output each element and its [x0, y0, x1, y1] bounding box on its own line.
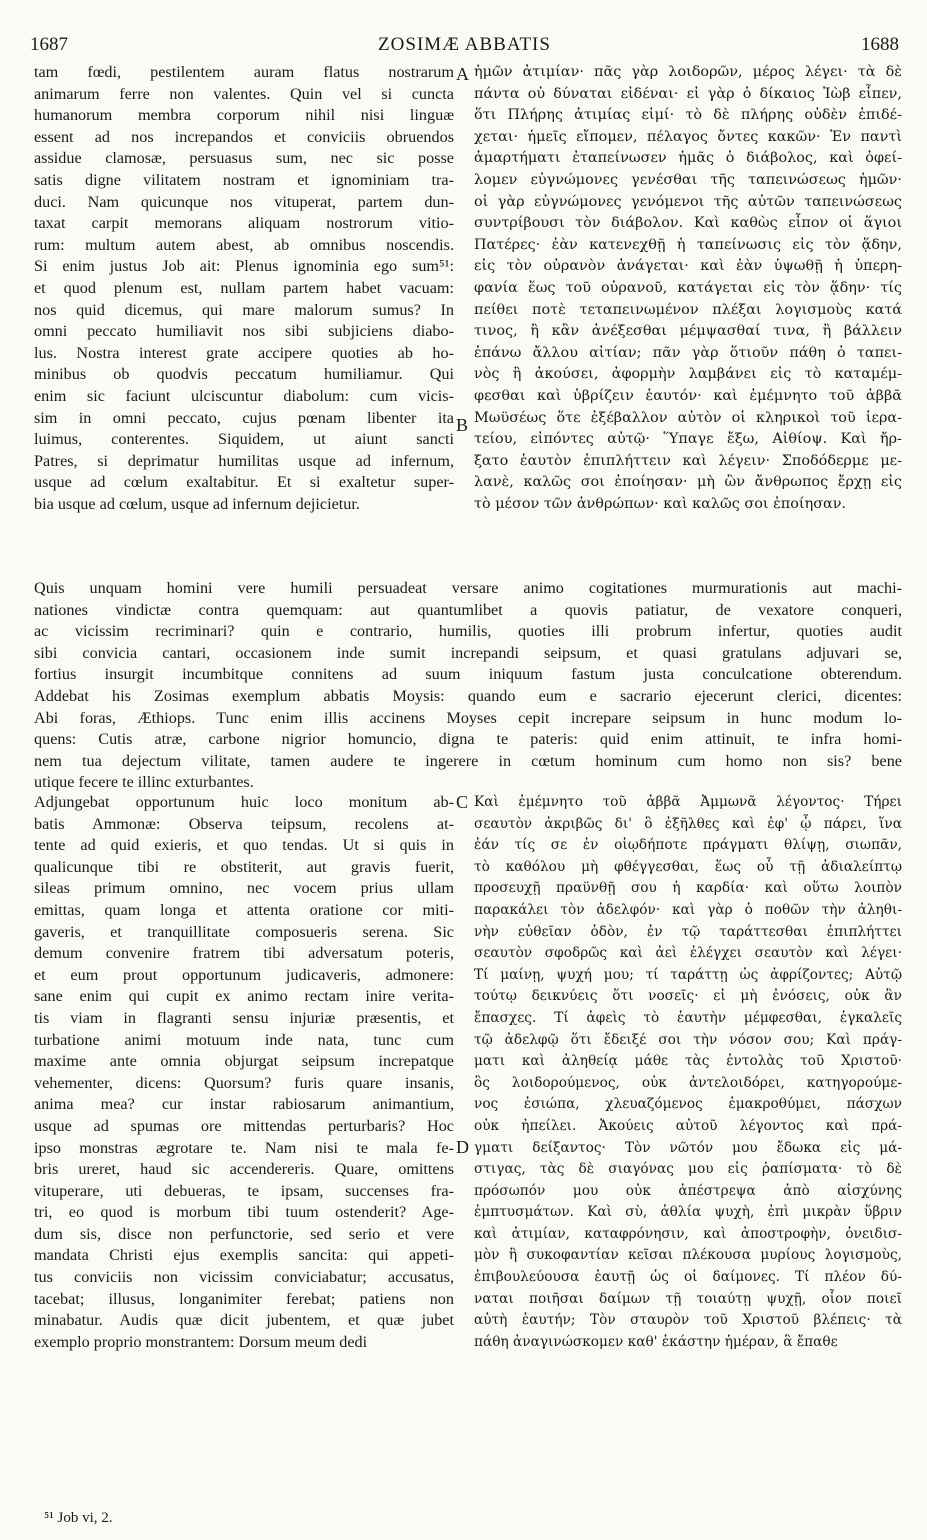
latin-text-line: tam fœdi, pestilentem auram flatus nostrarum: [34, 63, 454, 81]
latin-text-line: anima mea? cur instar rabiosarum animantium,: [34, 1095, 454, 1114]
greek-text-line: λανὲ, καλῶς σοι ἐποίησαν· μὴ ὢν ἄνθρωπος ἔρχῃ εἰς: [474, 474, 902, 491]
latin-text-line: taxat carpit memorans aliquam nostrorum vitio-: [34, 214, 454, 233]
greek-text-line: στιγας, τὰς δὲ σιαγόνας μου εἰς ῥαπίσματα· τὸ δὲ: [474, 1161, 902, 1178]
greek-text-line: φανία ἕως τοῦ οὐρανοῦ, κατάγεται εἰς τὸν ᾅδην· τίς: [474, 279, 902, 296]
latin-text-line: tente ad quid exieris, et quo tendas. Ut si quis in: [34, 836, 454, 855]
latin-text-line: tus conviciis non vicissim conviciabatur; accusatus,: [34, 1268, 454, 1287]
latin-text-line: vituperare, uti debueras, te ipsam, succenses fra-: [34, 1181, 454, 1200]
greek-text-line: σεαυτὸν σφοδρῶς καὶ ἀεὶ ἐλέγχει σεαυτὸν καὶ λέγει·: [474, 945, 902, 962]
latin-text-line: et quod plenum est, nullam partem habet vacuam:: [34, 278, 454, 297]
greek-text-line: ἐπιβουλεύουσα ἑαυτῇ ὡς οἱ δαίμονες. Τί πλέον δύ-: [474, 1269, 902, 1286]
greek-text-line: πάθη ἀναγινώσκομεν καθ' ἑκάστην ἡμέραν, ἃ ἔπαθε: [474, 1333, 838, 1350]
greek-text-line: τινος, ἢ κἂν ἀνέξεσθαι μέμψασθαί τινα, ἢ βάλλειν: [474, 323, 902, 340]
greek-text-line: νὴν εὐθεῖαν ὁδὸν, ἐν τῷ ταράττεσθαι ἐπιπλήττει: [474, 923, 902, 940]
greek-text-line: πάντα οὐ δύναται εἰδέναι· εἰ γὰρ ὁ δίκαιος Ἰὼβ εἶπεν,: [474, 85, 902, 102]
latin-text-line: rum: multum autem abest, ab omnibus noscendis.: [34, 235, 454, 254]
greek-text-line: ἐμπτυσμάτων. Καὶ σὺ, ἀθλία ψυχὴ, ἐπὶ μικρὰν ὕβριν: [474, 1204, 902, 1221]
greek-text-line: ἐάν τίς σε ἐν οἱῳδήποτε πράγματι θλίψῃ, σιωπᾶν,: [474, 837, 902, 854]
latin-text-line: fortius insurgit incumbitque connitens ad suum iniquum fastum justa conculcatione obterendum.: [34, 665, 902, 684]
latin-full-paragraph: [34, 578, 902, 794]
latin-text-line: et eum prout opportunum judicaveris, admonere:: [34, 965, 454, 984]
greek-text-line: συντρίβουσι τὸν διάβολον. Καὶ καθὼς εἶπον οἱ ἅγιοι: [474, 215, 902, 232]
greek-text-line: νὸς ἢ ἀκούσει, ἀφορμὴν λαμβάνει εἰς τὸ καταμέμ-: [474, 366, 902, 383]
greek-text-line: ἐπάνω ἄλλου αἰτίαν; πᾶν γὰρ ὅτιοῦν πάθη ὁ ταπει-: [474, 344, 902, 361]
greek-text-line: τούτῳ δεικνύεις ὅτι νοσεῖς· εἰ μὴ ἐνόσεις, οὐκ ἂν: [474, 988, 902, 1005]
greek-text-line: λομεν εὐγνώμονες γενέσθαι τῆς ταπεινώσεως ἡμῶν·: [474, 171, 902, 188]
greek-text-line: καὶ ἀτιμίαν, καταφρόνησιν, καὶ ἀποστροφὴν, ὀνειδισ-: [474, 1225, 902, 1242]
latin-text-line: sileas primum omnino, nec vocem prius ullam: [34, 879, 454, 898]
greek-text-line: ἁμαρτήματι ἐταπείνωσεν ἡμᾶς ὁ διάβολος, καὶ ὀφεί-: [474, 150, 902, 167]
latin-text-line: tis viam in flagranti sensu injuriæ præsentis, et: [34, 1008, 454, 1027]
latin-text-line: qualicunque tibi re obstiterit, aut gravis fuerit,: [34, 857, 454, 876]
margin-marker-b: B: [456, 415, 469, 435]
greek-text-line: αὐτὴ ἑαυτήν; Τὸν σταυρὸν τοῦ Χριστοῦ βλέπεις· τὰ: [474, 1312, 902, 1329]
greek-text-line: ὅτι Πλήρης ἀτιμίας εἰμί· τὸ δὲ πλήρης οὐδὲν ἐπιδέ-: [474, 107, 902, 124]
left-page-number: 1687: [30, 34, 68, 55]
latin-text-line: sane enim qui cupit ex animo rectam inire verita-: [34, 987, 454, 1006]
latin-text-line: duci. Nam quicunque nos vituperat, partem dun-: [34, 192, 454, 211]
latin-text-line: turbatione animi motuum inde nata, tunc cum: [34, 1030, 454, 1049]
greek-text-line: πείθει ποτὲ τεταπεινωμένον πλέξαι λογισμοὺς κατά: [474, 301, 902, 318]
greek-text-line: οὐκ ἠπείλει. Ἀκούεις αὐτοῦ λέγοντος καὶ πρά-: [474, 1117, 902, 1134]
latin-text-line: tri, eo quod is morbum tibi tuum ostenderit? Age-: [34, 1203, 454, 1222]
greek-text-line: παρακάλει τὸν ἀδελφόν· καὶ γὰρ ὁ ποθῶν τὴν ἀληθι-: [474, 901, 902, 918]
latin-text-line: enim sic faciunt ulciscuntur diabolum: cum vicis-: [34, 386, 454, 405]
greek-text-line: νος ἐσιώπα, χλευαζόμενος ἐμακροθύμει, πάσχων: [474, 1096, 902, 1113]
greek-text-line: τὸ μέσον τῶν ἀνθρώπων· καὶ καλῶς σοι ἐποίησαν.: [474, 495, 847, 512]
greek-text-line: ξατο ἑαυτὸν ἐπιπλήττειν καὶ λέγειν· Σποδόδερμε με-: [474, 452, 902, 469]
latin-text-line: tacebat; illusus, longanimiter ferebat; patiens non: [34, 1289, 454, 1308]
latin-text-line: Si enim justus Job ait: Plenus ignominia ego sum⁵¹:: [34, 257, 454, 276]
running-title: ZOSIMÆ ABBATIS: [378, 34, 551, 55]
latin-text-line: bris ureret, haud sic accendereris. Quare, omittens: [34, 1160, 454, 1179]
latin-text-line: Quis unquam homini vere humili persuadeat versare animo cogitationes murmurationis aut machi-: [34, 579, 902, 597]
margin-marker-d: D: [456, 1137, 469, 1157]
greek-text-line: ἡμῶν ἀτιμίαν· πᾶς γὰρ λοιδορῶν, μέρος λέγει· τὰ δὲ: [474, 64, 902, 80]
latin-text-line: minibus ob quodvis peccatum humiliamur. Qui: [34, 365, 454, 384]
latin-text-line: lus. Nostra interest grate accipere quoties ab ho-: [34, 343, 454, 362]
latin-text-line: batis Ammonæ: Observa teipsum, recolens at-: [34, 814, 454, 833]
greek-text-line: τὸ καθόλου μὴ φθέγγεσθαι, ἕως οὗ τῇ ἀδιαλείπτῳ: [474, 858, 902, 875]
latin-text-line: exemplo proprio monstrantem: Dorsum meum dedi: [34, 1332, 368, 1351]
latin-text-line: nem tua dejectum vilitate, tamen audere te ingerere in cœtum hominum cum homo non sis? bene: [34, 751, 902, 770]
latin-text-line: luimus, conterentes. Siquidem, ut aiunt sancti: [34, 430, 454, 449]
latin-text-line: Adjungebat opportunum huic loco monitum ab-: [34, 793, 454, 811]
latin-text-line: sibi convicia cantari, occasionem inde sumit increpandi seipsum, et quasi gratulans adjuvari se,: [34, 643, 902, 662]
latin-text-line: vehementer, dicens: Quorsum? furis quare insanis,: [34, 1073, 454, 1092]
latin-text-line: essent ad nos increpandos et conviciis obruendos: [34, 127, 454, 146]
latin-text-line: omni peccato humiliavit nos sibi subjiciens diabo-: [34, 322, 454, 341]
latin-text-line: quens: Cutis atræ, carbone nigrior homuncio, digna te pateris: quid enim attinuit, te infra homi-: [34, 730, 902, 749]
greek-text-line: προσευχῇ πραϋνθῇ σου ἡ καρδία· καὶ οὕτω λοιπὸν: [474, 880, 902, 897]
greek-text-line: φεσθαι καὶ ὑβρίζειν ἑαυτόν· καὶ ἐμέμνητο τοῦ ἀββᾶ: [474, 387, 902, 404]
greek-text-line: ἔπασχες. Τί ἀφεὶς τὸ ἑαυτὴν μέμφεσθαι, ἐγκαλεῖς: [474, 1009, 902, 1026]
latin-text-line: Addebat his Zosimas exemplum abbatis Moysis: quando eum e sacrario ejecerunt clerici, dicentes:: [34, 686, 902, 705]
footnote: ⁵¹ Job vi, 2.: [44, 1510, 113, 1526]
greek-text-line: τῷ ἀδελφῷ ὅτι ἔδειξέ σοι τὴν νόσον σου; Καὶ πράγ-: [474, 1031, 902, 1048]
greek-text-line: Καὶ ἐμέμνητο τοῦ ἀββᾶ Ἀμμωνᾶ λέγοντος· Τήρει: [474, 794, 902, 810]
latin-text-line: utique fecere te illinc exturbantes.: [34, 773, 254, 792]
latin-column-top: [34, 62, 454, 515]
latin-text-line: assidue clamosæ, persuasus sum, nec sic posse: [34, 149, 454, 168]
greek-column-bottom: [474, 792, 902, 1353]
greek-text-line: Πατέρες· ἐὰν κατενεχθῇ ἡ ταπείνωσις εἰς τὸν ᾅδην,: [474, 236, 902, 253]
greek-column-top: [474, 62, 902, 515]
greek-text-line: γματι δείξαντος· Τὸν νῶτόν μου ἔδωκα εἰς μά-: [474, 1139, 902, 1156]
greek-text-line: πρόσωπόν μου οὐκ ἀπέστρεψα ἀπὸ αἰσχύνης: [474, 1182, 902, 1199]
latin-text-line: Patres, si deprimatur humilitas usque ad infernum,: [34, 451, 454, 470]
page-header: [30, 34, 899, 58]
margin-marker-c: C: [456, 792, 469, 812]
latin-text-line: nos quid dicemus, qui mare malorum sumus? In: [34, 300, 454, 319]
latin-text-line: Abi foras, Æthiops. Tunc enim illis accinens Moyses cepit increpare seipsum in hunc modum lo-: [34, 708, 902, 727]
margin-marker-a: A: [456, 64, 469, 84]
greek-text-line: οἱ γὰρ εὐγνώμονες γενόμενοι τῆς αὐτῶν ταπεινώσεως: [474, 193, 902, 210]
latin-column-bottom: [34, 792, 454, 1353]
right-page-number: 1688: [861, 34, 899, 55]
latin-text-line: ac vicissim recriminari? quin e contrario, humilis, quoties illi probrum infertur, quoties audit: [34, 622, 902, 641]
greek-text-line: ματι καὶ ἀληθείᾳ μάθε τὰς ἐντολὰς τοῦ Χριστοῦ·: [474, 1053, 902, 1070]
latin-text-line: usque ad spumas ore mittendas perturbaris? Hoc: [34, 1116, 454, 1135]
latin-text-line: gaveris, et tranquillitate composueris serena. Sic: [34, 922, 454, 941]
latin-text-line: emittas, quam longa et attenta oratione cor miti-: [34, 900, 454, 919]
latin-text-line: bia usque ad cœlum, usque ad infernum dejicietur.: [34, 494, 360, 513]
latin-text-line: ipso monstras ægrotare te. Nam nisi te mala fe-: [34, 1138, 454, 1157]
greek-text-line: ὃς λοιδορούμενος, οὐκ ἀντελοιδόρει, κατηγορούμε-: [474, 1074, 902, 1091]
latin-text-line: demum convenire fratrem tibi adversatum poteris,: [34, 944, 454, 963]
latin-text-line: usque ad cœlum exaltabitur. Et si exaltetur super-: [34, 473, 454, 492]
greek-text-line: σεαυτὸν ἀκριβῶς δι' ὃ ἐξῆλθες καὶ ἐφ' ᾧ πάρει, ἵνα: [474, 815, 902, 832]
latin-text-line: humanorum membra corporum nihil nisi linguæ: [34, 106, 454, 125]
latin-text-line: animarum ferre non valentes. Quin vel si cuncta: [34, 84, 454, 103]
greek-text-line: Μωϋσέως ὅτε ἐξέβαλλον αὐτὸν οἱ κληρικοὶ τοῦ ἱερα-: [474, 409, 902, 426]
latin-text-line: nationes vindictæ contra quemquam: aut quantumlibet a quovis patiatur, de vexatore conqueri,: [34, 600, 902, 619]
latin-text-line: sim in omni peccato, cujus pœnam libenter ita: [34, 408, 454, 427]
latin-text-line: mandata Christi ejus exemplis sancita: qui appeti-: [34, 1246, 454, 1265]
greek-text-line: Τί μαίνῃ, ψυχή μου; τί ταράττῃ ὡς ἀφρίζοντες; Αὐτῷ: [474, 966, 902, 983]
latin-text-line: dum sis, disce non perfunctorie, sed serio et vere: [34, 1224, 454, 1243]
latin-text-line: maxime ante omnia objurgat seipsum increpatque: [34, 1052, 454, 1071]
greek-text-line: τείου, εἰπόντες αὐτῷ· Ὕπαγε ἔξω, Αἰθίοψ. Καὶ ἤρ-: [474, 431, 902, 448]
greek-text-line: χεται· ἡμεῖς εἴπομεν, πέλαγος ὄντες κακῶν· Ἐν παντὶ: [474, 128, 902, 145]
latin-text-line: minabatur. Audis quæ dicit jubentem, et quæ jubet: [34, 1311, 454, 1330]
greek-text-line: ναται ποιῆσαι δαίμων τῇ τοιαύτῃ ψυχῇ, οἷον ποιεῖ: [474, 1290, 902, 1307]
greek-text-line: μὸν ἢ συκοφαντίαν κεῖσαι πλέκουσα μυρίους λογισμοὺς,: [474, 1247, 902, 1264]
greek-text-line: εἰς τὸν οὐρανὸν ἀνάγεται· καὶ ἐὰν ὑψωθῇ ἡ ὑπερη-: [474, 258, 902, 275]
latin-text-line: satis digne vilitatem nostram et ignominiam tra-: [34, 170, 454, 189]
